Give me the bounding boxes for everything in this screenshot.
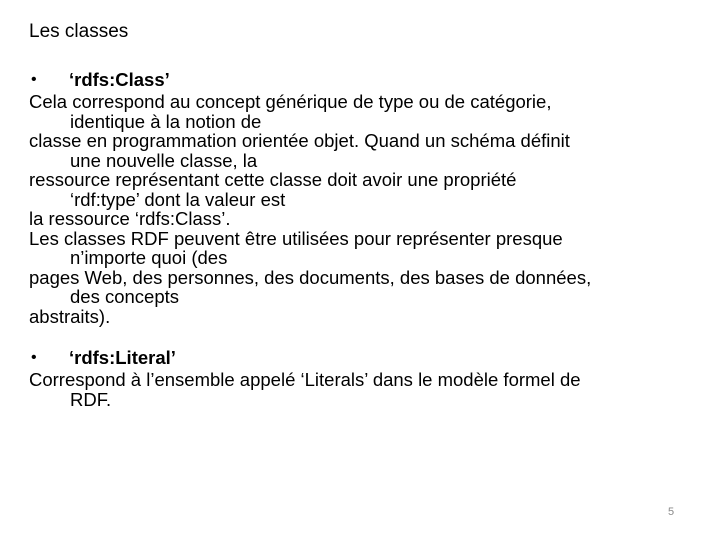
bullet-term: ‘rdfs:Class’ [69,69,170,90]
slide-number: 5 [668,506,675,518]
text-line: Cela correspond au concept générique de type ou de catégorie, [29,91,552,112]
text-line: ressource représentant cette classe doit avoir une propriété [29,169,517,190]
text-line: des concepts [70,286,180,307]
paragraph-rdfs-literal [29,370,699,409]
bullet-rdfs-class [29,68,699,92]
text-line: n’importe quoi (des [70,247,228,268]
text-line: abstraits). [29,305,111,327]
text-line: ‘rdf:type’ dont la valeur est [70,188,286,210]
bullet-icon: • [31,71,37,88]
bullet-icon: • [31,349,37,366]
text-line: une nouvelle classe, la [70,149,258,171]
text-line: RDF. [70,388,112,410]
text-line: classe en programmation orientée objet. Quand un schéma définit [29,130,570,151]
bullet-term: ‘rdfs:Literal’ [69,347,176,368]
text-line: Les classes RDF peuvent être utilisées pour représenter presque [29,227,563,249]
slide-body [29,68,699,409]
text-line: Correspond à l’ensemble appelé ‘Literals’ dans le modèle formel de [29,369,581,390]
bullet-rdfs-literal [29,346,699,370]
text-line: identique à la notion de [70,110,262,132]
text-line: pages Web, des personnes, des documents, des bases de données, [29,266,592,288]
text-line: la ressource ‘rdfs:Class’. [29,208,231,229]
slide-title: Les classes [29,21,129,42]
paragraph-rdfs-class [29,92,699,326]
